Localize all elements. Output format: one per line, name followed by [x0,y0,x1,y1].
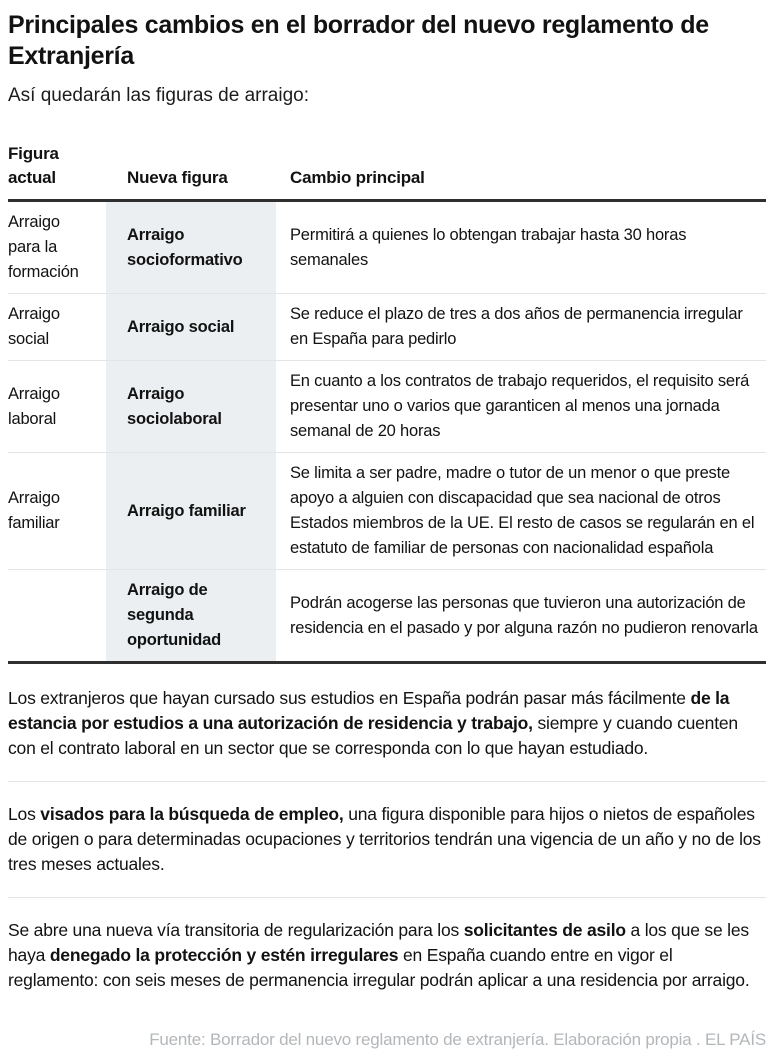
note-paragraph: Los extranjeros que hayan cursado sus estudios en España podrán pasar más fácilmente de la estancia por estudios a una autorización de residencia y trabajo, siempre y cuando cuenten con el contrato laboral en un sector que se corresponda con lo que hayan estudiado. [8,688,738,758]
table-row [8,570,766,664]
cell-figura-actual: Arraigo laboral [8,384,60,428]
column-header-figura-actual: Figura actual [8,144,59,187]
cell-figura-actual [8,570,106,661]
cell-cambio-principal: Se limita a ser padre, madre o tutor de un menor o que preste apoyo a alguien con discapacidad que sea nacional de otros Estados miembros de la UE. El resto de casos se regularán en el estatuto de familiar de personas con nacionalidad española [290,464,755,557]
table-header-row [8,142,766,202]
table-row [8,453,766,570]
cell-cambio-principal: En cuanto a los contratos de trabajo requeridos, el requisito será presentar uno o varios que garanticen al menos una jornada semanal de 20 horas [290,372,750,440]
source-credit: Fuente: Borrador del nuevo reglamento de extranjería. Elaboración propia . EL PAÍS [149,1030,766,1049]
cell-cambio-principal: Se reduce el plazo de tres a dos años de permanencia irregular en España para pedirlo [290,305,743,348]
cell-cambio-principal: Podrán acogerse las personas que tuvieron una autorización de residencia en el pasado y por alguna razón no pudieron renovarla [290,593,758,637]
note-paragraph: Los visados para la búsqueda de empleo, una figura disponible para hijos o nietos de españoles de origen o para determinadas ocupaciones y territorios tendrán una vigencia de un año y no de los tres meses actuales. [8,781,766,897]
cell-cambio-principal: Permitirá a quienes lo obtengan trabajar hasta 30 horas semanales [290,225,687,269]
cell-nueva-figura: Arraigo de segunda oportunidad [106,570,276,661]
table-row [8,294,766,361]
page-title: Principales cambios en el borrador del nuevo reglamento de Extranjería [8,11,709,70]
column-header-cambio-principal: Cambio principal [290,168,425,187]
cell-nueva-figura: Arraigo social [106,294,276,360]
cell-figura-actual: Arraigo para la formación [8,213,79,281]
cell-nueva-figura: Arraigo socioformativo [106,202,276,293]
arraigo-table [8,142,766,664]
table-row [8,202,766,294]
notes-section [8,666,766,1013]
cell-figura-actual: Arraigo social [8,305,60,348]
table-body [8,202,766,664]
column-header-nueva-figura: Nueva figura [127,168,228,187]
note-paragraph: Se abre una nueva vía transitoria de regularización para los solicitantes de asilo a los que se les haya denegado la protección y estén irregulares en España cuando entre en vigor el reglamento: con seis meses de permanencia irregular podrán aplicar a una residencia por arraigo. [8,897,766,1013]
cell-figura-actual: Arraigo familiar [8,489,60,532]
table-row [8,361,766,453]
cell-nueva-figura: Arraigo sociolaboral [106,361,276,452]
page-subtitle: Así quedarán las figuras de arraigo: [8,85,310,106]
cell-nueva-figura: Arraigo familiar [106,453,276,569]
